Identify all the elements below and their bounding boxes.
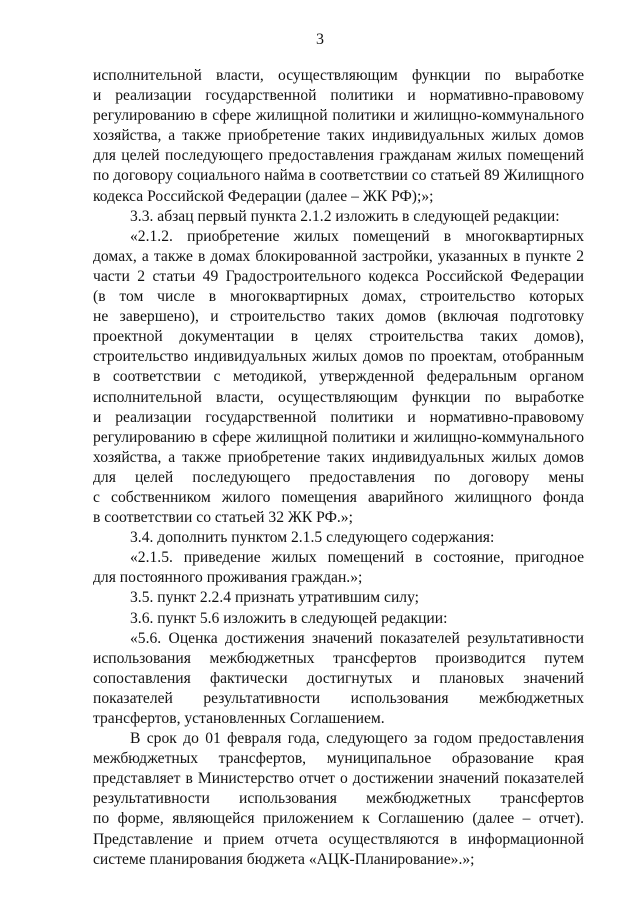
text-line: 3.4. дополнить пунктом 2.1.5 следующего содержания:: [130, 529, 495, 547]
text-line: 3.5. пункт 2.2.4 признать утратившим силу;: [130, 589, 420, 607]
text-line: сопоставления фактически достигнутых и плановых значений: [93, 669, 584, 687]
text-line: строительство индивидуальных жилых домов по проектам, отобранным: [93, 348, 584, 366]
text-line: части 2 статьи 49 Градостроительного кодекса Российской Федерации: [93, 267, 584, 285]
text-line: трансфертов, установленных Соглашением.: [93, 710, 385, 727]
text-line: исполнительной власти, осуществляющим функции по выработке: [93, 388, 584, 406]
text-line: в соответствии с методикой, утвержденной федеральным органом: [93, 368, 584, 386]
text-line: проектной документации в целях строительства таких домов),: [93, 328, 584, 346]
text-line: 3.6. пункт 5.6 изложить в следующей редакции:: [130, 609, 448, 627]
text-line: исполнительной власти, осуществляющим функции по выработке: [93, 67, 584, 84]
text-line: системе планирования бюджета «АЦК-Планирование».»;: [93, 850, 475, 868]
text-line: показателей результативности использования межбюджетных: [93, 689, 584, 707]
text-line: домах, а также в домах блокированной застройки, указанных в пункте 2: [93, 247, 584, 265]
text-line: по договору социального найма в соответствии со статьей 89 Жилищного: [93, 167, 584, 185]
text-line: регулированию в сфере жилищной политики и жилищно-коммунального: [93, 428, 584, 446]
text-line: межбюджетных трансфертов, муниципальное образование края: [93, 750, 584, 768]
text-line: представляет в Министерство отчет о достижении значений показателей: [93, 770, 584, 788]
text-line: для целей последующего предоставления по договору мены: [93, 468, 584, 486]
text-line: Представление и прием отчета осуществляются в информационной: [93, 830, 584, 848]
text-line: «2.1.2. приобретение жилых помещений в многоквартирных: [130, 227, 584, 245]
text-line: «2.1.5. приведение жилых помещений в состояние, пригодное: [130, 549, 584, 567]
document-body: [93, 66, 584, 870]
page-number: 3: [316, 31, 324, 48]
text-line: (в том числе в многоквартирных домах, строительство которых: [93, 288, 584, 306]
text-line: «5.6. Оценка достижения значений показателей результативности: [130, 629, 584, 647]
text-line: в соответствии со статьей 32 ЖК РФ.»;: [93, 509, 353, 527]
text-line: для постоянного проживания граждан.»;: [93, 569, 363, 587]
text-line: с собственником жилого помещения аварийного жилищного фонда: [93, 488, 584, 506]
text-line: кодекса Российской Федерации (далее – ЖК РФ);»;: [93, 187, 434, 205]
text-line: и реализации государственной политики и нормативно-правовому: [93, 408, 584, 426]
text-line: В срок до 01 февраля года, следующего за годом предоставления: [130, 730, 584, 748]
text-line: результативности использования межбюджетных трансфертов: [93, 790, 584, 808]
text-line: хозяйства, а также приобретение таких индивидуальных жилых домов: [93, 127, 584, 145]
text-line: хозяйства, а также приобретение таких индивидуальных жилых домов: [93, 448, 584, 466]
text-line: для целей последующего предоставления гражданам жилых помещений: [93, 147, 584, 165]
text-line: не завершено), и строительство таких домов (включая подготовку: [93, 308, 584, 326]
text-line: по форме, являющейся приложением к Соглашению (далее – отчет).: [93, 810, 584, 828]
text-line: и реализации государственной политики и нормативно-правовому: [93, 87, 584, 105]
text-line: регулированию в сфере жилищной политики и жилищно-коммунального: [93, 107, 584, 125]
text-line: 3.3. абзац первый пункта 2.1.2 изложить в следующей редакции:: [130, 207, 560, 225]
text-line: использования межбюджетных трансфертов производится путем: [93, 649, 584, 667]
